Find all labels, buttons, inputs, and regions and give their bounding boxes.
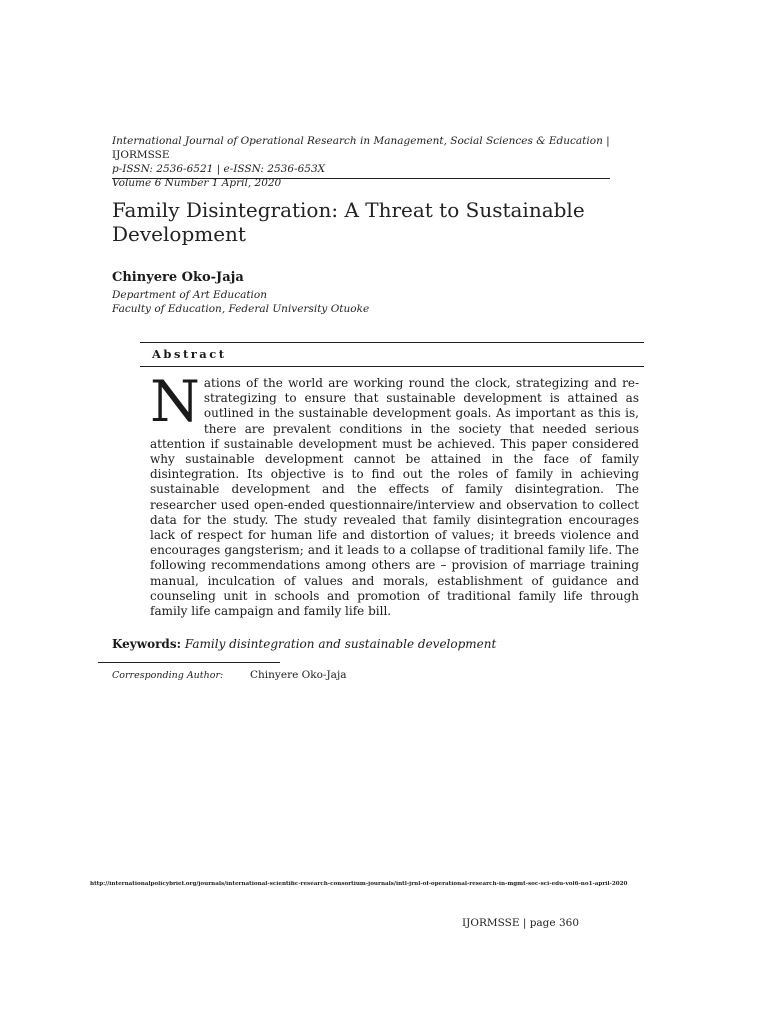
- footer-url-link[interactable]: http://internationalpolicybrief.org/journals/international-scientific-research-consortium-journals/intl-jrnl-of-operational-research-in-mgmt-soc-sci-edu-vol6-no1-april-2020: [90, 881, 628, 887]
- keywords: [112, 637, 496, 651]
- journal-title-line: [112, 134, 610, 162]
- journal-volume: Volume 6 Number 1 April, 2020: [112, 177, 282, 189]
- abstract-heading: Abstract: [152, 347, 227, 361]
- author-department: Department of Art Education: [112, 289, 267, 301]
- corresponding-divider: [98, 662, 280, 663]
- keywords-value: Family disintegration and sustainable development: [184, 637, 497, 651]
- abstract-top-divider: [140, 342, 644, 343]
- header-divider: [112, 178, 610, 179]
- corresponding-author-label: Corresponding Author:: [112, 670, 224, 681]
- abstract-text: ations of the world are working round the clock, strategizing and re-strategizing to ensure that sustainable development is attained as outlined in the sustainable development goals. As important as this is, there are prevalent conditions in the society that needed serious attention if sustainable development must be achieved. This paper considered why sustainable development cannot be attained in the face of family disintegration. Its objective is to find out the roles of family in achieving sustainable development and the effects of family disintegration. The researcher used open-ended questionnaire/interview and observation to collect data for the study. The study revealed that family disintegration encourages lack of respect for human life and distortion of values; it breeds violence and encourages gangsterism; and it leads to a collapse of traditional family life. The following recommendations among others are – provision of marriage training manual, inculcation of values and morals, establishment of guidance and counseling unit in schools and promotion of traditional family life through family life campaign and family life bill.: [150, 376, 639, 619]
- journal-name: International Journal of Operational Research in Management, Social Sciences & Education: [112, 135, 603, 147]
- article-title: Family Disintegration: A Threat to Sustainable Development: [112, 198, 585, 246]
- abstract-dropcap: N: [150, 369, 200, 435]
- page-number: IJORMSSE | page 360: [462, 917, 579, 929]
- journal-abbrev: IJORMSSE: [112, 149, 170, 161]
- abstract-body: [150, 369, 639, 619]
- abstract-bottom-divider: [140, 366, 644, 367]
- author-faculty: Faculty of Education, Federal University Otuoke: [112, 303, 370, 315]
- journal-header: [112, 134, 610, 190]
- journal-separator: |: [602, 135, 610, 147]
- journal-issn: p-ISSN: 2536-6521 | e-ISSN: 2536-653X: [112, 163, 326, 175]
- keywords-label: Keywords:: [112, 637, 182, 651]
- author-name: Chinyere Oko-Jaja: [112, 270, 244, 285]
- corresponding-author-name: Chinyere Oko-Jaja: [250, 669, 347, 681]
